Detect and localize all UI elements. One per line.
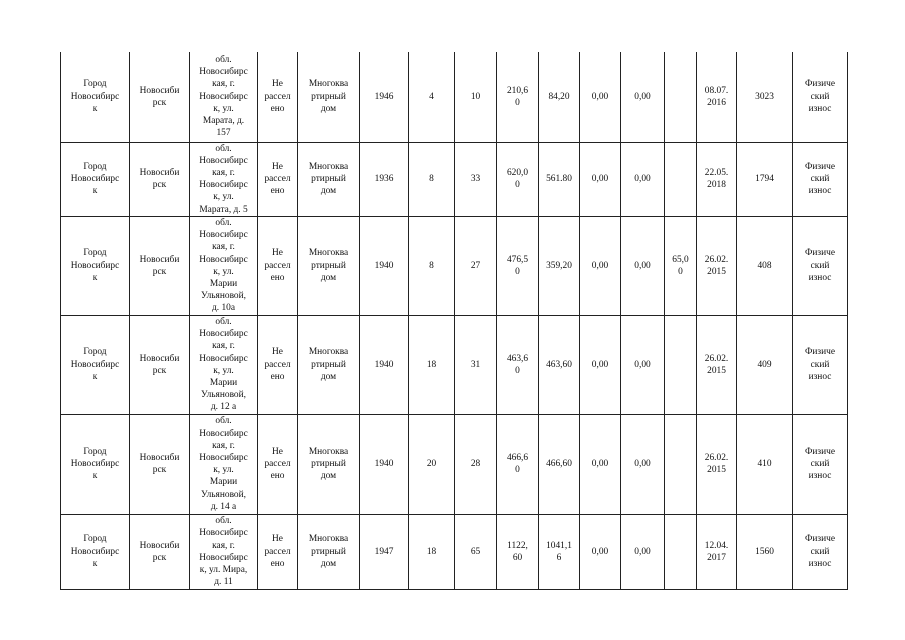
table-cell-area-a xyxy=(580,414,621,514)
table-cell-area-b xyxy=(621,514,665,589)
table-cell-residential-area xyxy=(539,514,580,589)
cell-text: Многоква ртирный дом xyxy=(308,446,349,482)
table-cell-residents-count xyxy=(409,216,455,315)
cell-text: обл. Новосибирс кая, г. Новосибирс к, ул. Марата, д. 5 xyxy=(199,143,248,215)
table-cell-area-b xyxy=(621,142,665,216)
table-row xyxy=(61,142,848,216)
cell-text: 409 xyxy=(757,359,772,370)
cell-text: 31 xyxy=(470,359,481,370)
cell-text: Физиче ский износ xyxy=(804,347,836,382)
table-cell-address xyxy=(190,315,258,414)
cell-text: Город Новосибирс к xyxy=(70,534,120,569)
cell-text: Физиче ский износ xyxy=(804,161,836,197)
cell-text: 18 xyxy=(426,359,437,370)
cell-text: 561.80 xyxy=(546,174,572,184)
table-cell-date xyxy=(697,142,737,216)
cell-text: 1940 xyxy=(374,459,394,470)
table-row xyxy=(61,315,848,414)
table-cell-units-count xyxy=(455,315,497,414)
cell-text: Физиче ский износ xyxy=(804,534,836,569)
cell-text: Город Новосибирс к xyxy=(70,347,120,382)
table-cell-residents-count xyxy=(409,414,455,514)
cell-text: 65,0 0 xyxy=(672,254,689,277)
table-cell-area-c xyxy=(665,514,697,589)
table-cell-resettlement-status xyxy=(258,414,298,514)
table-cell-total-area xyxy=(497,315,539,414)
table-cell-residential-area xyxy=(539,216,580,315)
table-cell-document-number xyxy=(737,142,793,216)
cell-text: 0,00 xyxy=(634,260,651,271)
table-cell-resettlement-status xyxy=(258,315,298,414)
cell-text: 08.07. 2016 xyxy=(704,85,729,108)
table-cell-area-c xyxy=(665,315,697,414)
table-row xyxy=(61,414,848,514)
cell-text: Новосиби рск xyxy=(139,167,180,191)
table-cell-area-c xyxy=(665,414,697,514)
cell-text: Город Новосибирс к xyxy=(70,161,120,197)
cell-text: Физиче ский износ xyxy=(804,79,836,114)
table-cell-address xyxy=(190,142,258,216)
cell-text: 0,00 xyxy=(634,459,651,470)
cell-text: 26.02. 2015 xyxy=(704,453,729,476)
table-cell-building-type xyxy=(298,142,360,216)
table-cell-reason xyxy=(793,142,848,216)
table-cell-residential-area xyxy=(539,414,580,514)
cell-text: Город Новосибирс к xyxy=(70,446,120,482)
table-cell-area-b xyxy=(621,216,665,315)
cell-text: обл. Новосибирс кая, г. Новосибирс к, ул. Мира, д. 11 xyxy=(199,516,248,588)
cell-text: 1947 xyxy=(374,546,394,557)
cell-text: 10 xyxy=(470,91,481,102)
table-cell-district xyxy=(130,216,190,315)
table-row xyxy=(61,514,848,589)
table-cell-total-area xyxy=(497,216,539,315)
cell-text: 8 xyxy=(429,260,434,271)
table-cell-date xyxy=(697,216,737,315)
table-cell-units-count xyxy=(455,514,497,589)
table-cell-reason xyxy=(793,216,848,315)
cell-text: Новосиби рск xyxy=(139,540,180,563)
cell-text: Город Новосибирс к xyxy=(70,79,120,114)
table-cell-reason xyxy=(793,52,848,142)
cell-text: 33 xyxy=(470,174,481,184)
cell-text: 1940 xyxy=(374,260,394,271)
cell-text: 0,00 xyxy=(634,546,651,557)
cell-text: 20 xyxy=(426,459,437,470)
cell-text: 0,00 xyxy=(634,91,651,102)
table-cell-address xyxy=(190,216,258,315)
table-cell-units-count xyxy=(455,216,497,315)
table-cell-address xyxy=(190,52,258,142)
table-cell-resettlement-status xyxy=(258,142,298,216)
table-cell-area-a xyxy=(580,315,621,414)
table-cell-total-area xyxy=(497,142,539,216)
table-cell-district xyxy=(130,514,190,589)
table-cell-address xyxy=(190,414,258,514)
cell-text: 0,00 xyxy=(591,91,609,102)
cell-text: Новосиби рск xyxy=(139,254,180,277)
table-cell-year-built xyxy=(360,315,409,414)
table-cell-date xyxy=(697,52,737,142)
cell-text: 18 xyxy=(426,546,437,557)
table-cell-reason xyxy=(793,414,848,514)
cell-text: 1940 xyxy=(374,359,394,370)
table-cell-residents-count xyxy=(409,514,455,589)
cell-text: Не рассел ено xyxy=(264,446,291,482)
cell-text: обл. Новосибирс кая, г. Новосибирс к, ул. Марии Ульяновой, д. 12 а xyxy=(199,316,248,413)
cell-text: 466,6 0 xyxy=(506,453,529,476)
table-cell-date xyxy=(697,514,737,589)
table-cell-area-a xyxy=(580,514,621,589)
table-cell-document-number xyxy=(737,514,793,589)
cell-text: Многоква ртирный дом xyxy=(308,534,349,569)
table-row xyxy=(61,52,848,142)
table-cell-area-b xyxy=(621,52,665,142)
cell-text: 410 xyxy=(757,459,772,470)
table-cell-year-built xyxy=(360,514,409,589)
table-cell-resettlement-status xyxy=(258,514,298,589)
table-cell-address xyxy=(190,514,258,589)
table-cell-area-c xyxy=(665,52,697,142)
table-cell-area-a xyxy=(580,142,621,216)
cell-text: Физиче ский износ xyxy=(804,446,836,482)
cell-text: Многоква ртирный дом xyxy=(308,347,349,382)
table-cell-area-a xyxy=(580,216,621,315)
cell-text: Не рассел ено xyxy=(264,347,291,382)
table-cell-year-built xyxy=(360,216,409,315)
cell-text: Не рассел ено xyxy=(264,79,291,114)
cell-text: Многоква ртирный дом xyxy=(308,79,349,114)
table-cell-resettlement-status xyxy=(258,216,298,315)
cell-text: 65 xyxy=(470,546,481,557)
table-cell-year-built xyxy=(360,52,409,142)
cell-text: 359,20 xyxy=(546,260,572,271)
cell-text: 84,20 xyxy=(548,91,570,102)
table-cell-document-number xyxy=(737,414,793,514)
cell-text: 0,00 xyxy=(591,260,609,271)
table-cell-district xyxy=(130,315,190,414)
table-cell-district xyxy=(130,52,190,142)
table-cell-building-type xyxy=(298,414,360,514)
cell-text: Многоква ртирный дом xyxy=(308,161,349,197)
table-cell-city xyxy=(61,514,130,589)
table-cell-units-count xyxy=(455,414,497,514)
cell-text: 1122, 60 xyxy=(507,540,528,563)
cell-text: 0,00 xyxy=(591,459,609,470)
cell-text: 12.04. 2017 xyxy=(704,540,729,563)
table-cell-district xyxy=(130,142,190,216)
table-cell-residential-area xyxy=(539,142,580,216)
cell-text: 22.05. 2018 xyxy=(704,167,729,191)
cell-text: 463,60 xyxy=(546,359,572,370)
cell-text: Новосиби рск xyxy=(139,453,180,476)
table-cell-area-c xyxy=(665,216,697,315)
cell-text: 0,00 xyxy=(634,174,651,184)
table-cell-date xyxy=(697,414,737,514)
cell-text: обл. Новосибирс кая, г. Новосибирс к, ул. Марии Ульяновой, д. 14 а xyxy=(199,416,248,512)
table-cell-city xyxy=(61,315,130,414)
cell-text: 4 xyxy=(429,91,434,102)
cell-text: Физиче ский износ xyxy=(804,248,836,283)
table-cell-resettlement-status xyxy=(258,52,298,142)
cell-text: 26.02. 2015 xyxy=(704,254,729,277)
table-cell-city xyxy=(61,216,130,315)
table-cell-document-number xyxy=(737,216,793,315)
cell-text: 0,00 xyxy=(591,174,609,184)
cell-text: 1041,1 6 xyxy=(546,540,572,563)
cell-text: обл. Новосибирс кая, г. Новосибирс к, ул. Марии Ульяновой, д. 10а xyxy=(199,217,248,314)
table-cell-building-type xyxy=(298,216,360,315)
cell-text: 1936 xyxy=(374,174,394,184)
table-cell-reason xyxy=(793,514,848,589)
cell-text: Не рассел ено xyxy=(264,534,291,569)
table-cell-district xyxy=(130,414,190,514)
table-cell-area-c xyxy=(665,142,697,216)
cell-text: Новосиби рск xyxy=(139,85,180,108)
cell-text: 466,60 xyxy=(546,459,572,470)
table-cell-residents-count xyxy=(409,315,455,414)
table-cell-reason xyxy=(793,315,848,414)
cell-text: 27 xyxy=(470,260,481,271)
table-cell-document-number xyxy=(737,52,793,142)
cell-text: 1560 xyxy=(755,546,774,557)
table-cell-city xyxy=(61,52,130,142)
table-cell-city xyxy=(61,142,130,216)
table-cell-total-area xyxy=(497,52,539,142)
table-cell-residential-area xyxy=(539,52,580,142)
cell-text: 463,6 0 xyxy=(506,353,529,376)
cell-text: Город Новосибирс к xyxy=(70,248,120,283)
cell-text: Не рассел ено xyxy=(264,248,291,283)
cell-text: Многоква ртирный дом xyxy=(308,248,349,283)
table-cell-total-area xyxy=(497,514,539,589)
table-cell-residents-count xyxy=(409,52,455,142)
cell-text: Не рассел ено xyxy=(264,161,291,197)
table-row xyxy=(61,216,848,315)
cell-text: 0,00 xyxy=(634,359,651,370)
cell-text: 1946 xyxy=(374,91,394,102)
table-cell-city xyxy=(61,414,130,514)
table-cell-units-count xyxy=(455,142,497,216)
table-cell-units-count xyxy=(455,52,497,142)
table-cell-area-a xyxy=(580,52,621,142)
table-cell-building-type xyxy=(298,315,360,414)
cell-text: 408 xyxy=(757,260,772,271)
cell-text: 0,00 xyxy=(591,546,609,557)
cell-text: 476,5 0 xyxy=(506,254,529,277)
cell-text: 620,0 0 xyxy=(506,167,529,191)
table-cell-building-type xyxy=(298,52,360,142)
cell-text: 0,00 xyxy=(591,359,609,370)
table-cell-area-b xyxy=(621,315,665,414)
cell-text: обл. Новосибирс кая, г. Новосибирс к, ул. Марата, д. 157 xyxy=(199,55,248,139)
table-cell-document-number xyxy=(737,315,793,414)
housing-table xyxy=(60,52,848,590)
table-cell-year-built xyxy=(360,142,409,216)
table-cell-building-type xyxy=(298,514,360,589)
cell-text: 3023 xyxy=(755,91,774,102)
table-cell-residents-count xyxy=(409,142,455,216)
cell-text: 210,6 0 xyxy=(506,85,529,108)
cell-text: 1794 xyxy=(755,174,774,184)
table-cell-date xyxy=(697,315,737,414)
table-cell-residential-area xyxy=(539,315,580,414)
table-cell-area-b xyxy=(621,414,665,514)
cell-text: 8 xyxy=(429,174,434,184)
cell-text: 26.02. 2015 xyxy=(704,353,729,376)
cell-text: 28 xyxy=(470,459,481,470)
table-cell-total-area xyxy=(497,414,539,514)
table-cell-year-built xyxy=(360,414,409,514)
cell-text: Новосиби рск xyxy=(139,353,180,376)
